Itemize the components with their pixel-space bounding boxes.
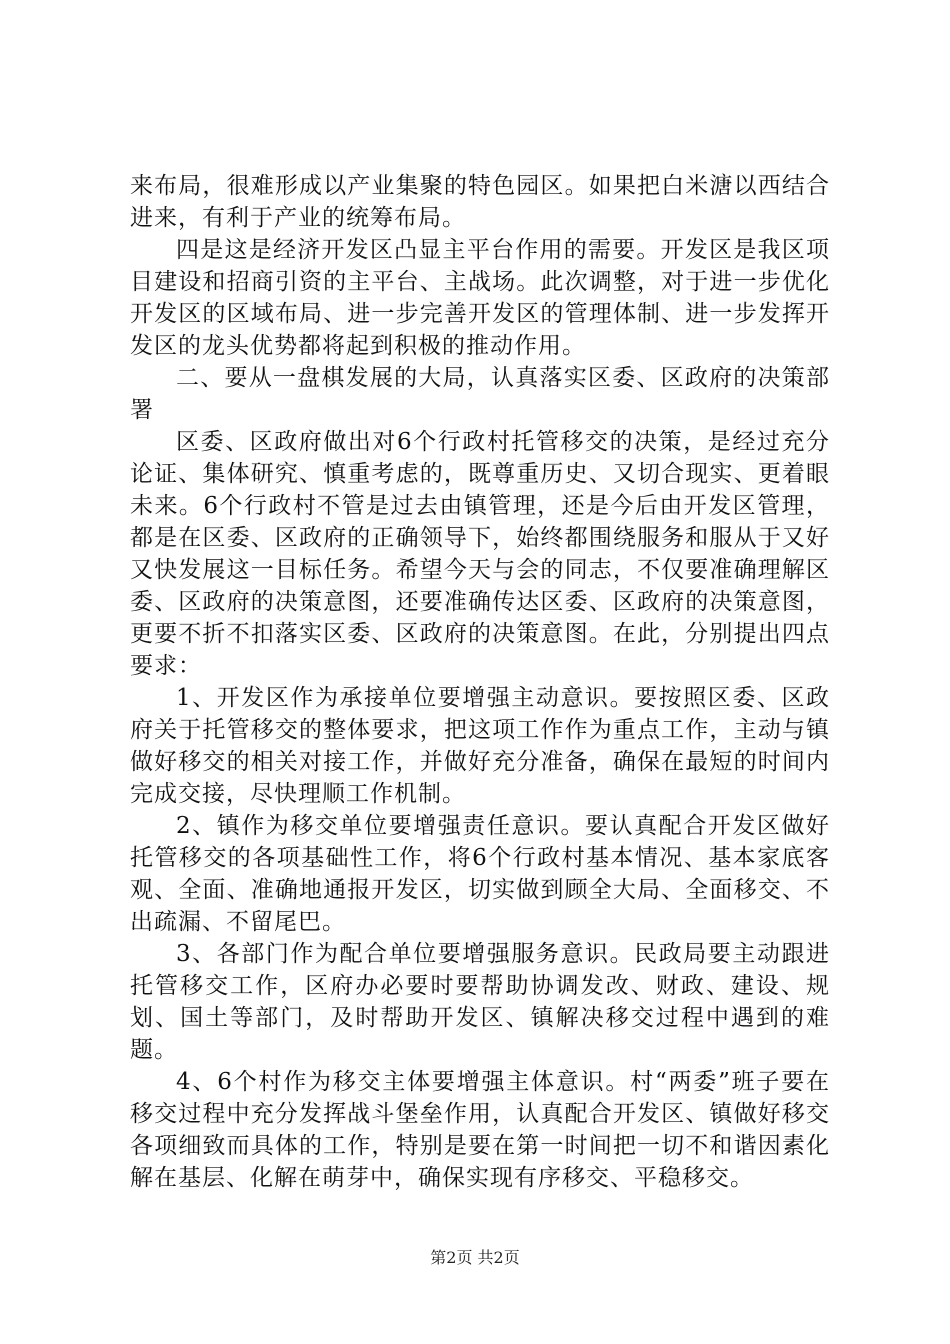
requirement-1: 1、开发区作为承接单位要增强主动意识。要按照区委、区政府关于托管移交的整体要求，把这项工作作为重点工作，主动与镇做好移交的相关对接工作，并做好充分准备，确保在最短的时间内完成交接，尽快理顺工作机制。 (130, 685, 830, 807)
document-body (130, 170, 830, 1194)
paragraph-2: 四是这是经济开发区凸显主平台作用的需要。开发区是我区项目建设和招商引资的主平台、主战场。此次调整，对于进一步优化开发区的区域布局、进一步完善开发区的管理体制、进一步发挥开发区的龙头优势都将起到积极的推动作用。 (130, 237, 830, 359)
requirement-2: 2、镇作为移交单位要增强责任意识。要认真配合开发区做好托管移交的各项基础性工作，将6个行政村基本情况、基本家底客观、全面、准确地通报开发区，切实做到顾全大局、全面移交、不出疏漏、不留尾巴。 (130, 813, 830, 935)
page-footer: 第2页 共2页 (430, 1248, 520, 1267)
section-heading-2: 二、要从一盘棋发展的大局，认真落实区委、区政府的决策部署 (130, 365, 830, 423)
requirement-3: 3、各部门作为配合单位要增强服务意识。民政局要主动跟进托管移交工作，区府办必要时要帮助协调发改、财政、建设、规划、国土等部门，及时帮助开发区、镇解决移交过程中遇到的难题。 (130, 941, 830, 1063)
requirement-4: 4、6个村作为移交主体要增强主体意识。村“两委”班子要在移交过程中充分发挥战斗堡垒作用，认真配合开发区、镇做好移交各项细致而具体的工作，特别是要在第一时间把一切不和谐因素化解在基层、化解在萌芽中，确保实现有序移交、平稳移交。 (130, 1069, 830, 1191)
paragraph-3: 区委、区政府做出对6个行政村托管移交的决策，是经过充分论证、集体研究、慎重考虑的，既尊重历史、又切合现实、更着眼未来。6个行政村不管是过去由镇管理，还是今后由开发区管理，都是在区委、区政府的正确领导下，始终都围绕服务和服从于又好又快发展这一目标任务。希望今天与会的同志，不仅要准确理解区委、区政府的决策意图，还要准确传达区委、区政府的决策意图，更要不折不扣落实区委、区政府的决策意图。在此，分别提出四点要求： (130, 429, 830, 679)
paragraph-1: 来布局，很难形成以产业集聚的特色园区。如果把白米溏以西结合进来，有利于产业的统筹布局。 (130, 173, 830, 231)
